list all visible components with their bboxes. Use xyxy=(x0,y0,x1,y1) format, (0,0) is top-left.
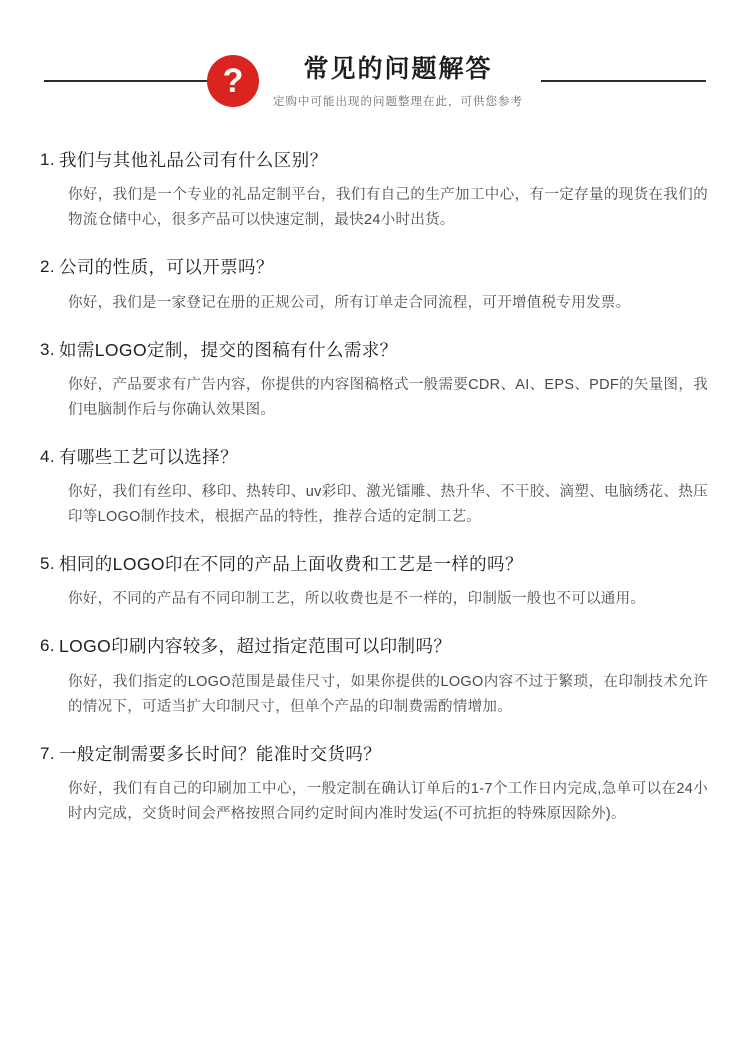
page-subtitle: 定购中可能出现的问题整理在此，可供您参考 xyxy=(273,95,523,108)
faq-question-text: LOGO印刷内容较多，超过指定范围可以印制吗？ xyxy=(58,636,452,657)
header-title-block xyxy=(259,54,537,109)
page-header xyxy=(0,0,750,120)
faq-item xyxy=(40,445,714,530)
faq-number: 1. xyxy=(40,150,55,169)
header-rule-left xyxy=(44,80,209,82)
faq-number: 4. xyxy=(40,446,55,466)
faq-question xyxy=(40,742,714,767)
faq-item xyxy=(40,634,714,719)
faq-item xyxy=(40,148,714,233)
faq-answer: 你好，我们有丝印、移印、热转印、uv彩印、激光镭雕、热升华、不干胶、滴塑、电脑绣花、热压印等LOGO制作技术，根据产品的特性，推荐合适的定制工艺。 xyxy=(68,484,708,526)
faq-item xyxy=(40,552,714,612)
header-rule-right xyxy=(541,80,706,82)
faq-number: 3. xyxy=(40,339,55,359)
faq-question-text: 相同的LOGO印在不同的产品上面收费和工艺是一样的吗？ xyxy=(58,554,523,575)
faq-question xyxy=(40,445,714,470)
faq-item xyxy=(40,742,714,827)
faq-list xyxy=(0,120,750,827)
faq-question-text: 有哪些工艺可以选择？ xyxy=(58,446,238,467)
faq-question xyxy=(40,148,714,173)
faq-number: 5. xyxy=(40,554,55,574)
faq-number: 2. xyxy=(40,257,55,277)
faq-question xyxy=(40,552,714,577)
page-title: 常见的问题解答 xyxy=(303,54,493,83)
question-mark-icon xyxy=(207,55,259,107)
faq-question-text: 一般定制需要多长时间？能准时交货吗？ xyxy=(58,743,382,764)
faq-question-text: 公司的性质，可以开票吗？ xyxy=(58,257,274,278)
faq-answer: 你好，不同的产品有不同印制工艺，所以收费也是不一样的，印制版一般也不可以通用。 xyxy=(68,591,646,608)
faq-answer: 你好，我们是一个专业的礼品定制平台，我们有自己的生产加工中心，有一定存量的现货在我们的物流仓储中心，很多产品可以快速定制，最快24小时出货。 xyxy=(68,187,708,229)
faq-number: 6. xyxy=(40,636,55,656)
question-mark-glyph: ? xyxy=(222,62,244,100)
faq-question xyxy=(40,338,714,363)
faq-question-text: 我们与其他礼品公司有什么区别？ xyxy=(58,150,328,170)
faq-answer: 你好，我们指定的LOGO范围是最佳尺寸，如果你提供的LOGO内容不过于繁琐，在印制技术允许的情况下，可适当扩大印制尺寸，但单个产品的印制费需酌情增加。 xyxy=(68,673,708,715)
faq-number: 7. xyxy=(40,743,55,763)
faq-item xyxy=(40,338,714,423)
faq-answer: 你好，我们有自己的印刷加工中心，一般定制在确认订单后的1-7个工作日内完成,急单可以在24小时内完成，交货时间会严格按照合同约定时间内准时发运(不可抗拒的特殊原因除外)。 xyxy=(68,781,708,822)
faq-question xyxy=(40,634,714,659)
faq-answer: 你好，产品要求有广告内容，你提供的内容图稿格式一般需要CDR、AI、EPS、PDF的矢量图，我们电脑制作后与你确认效果图。 xyxy=(68,376,708,418)
faq-item xyxy=(40,255,714,315)
faq-question-text: 如需LOGO定制，提交的图稿有什么需求？ xyxy=(58,339,398,360)
faq-answer: 你好，我们是一家登记在册的正规公司，所有订单走合同流程，可开增值税专用发票。 xyxy=(68,294,631,311)
faq-question xyxy=(40,255,714,280)
